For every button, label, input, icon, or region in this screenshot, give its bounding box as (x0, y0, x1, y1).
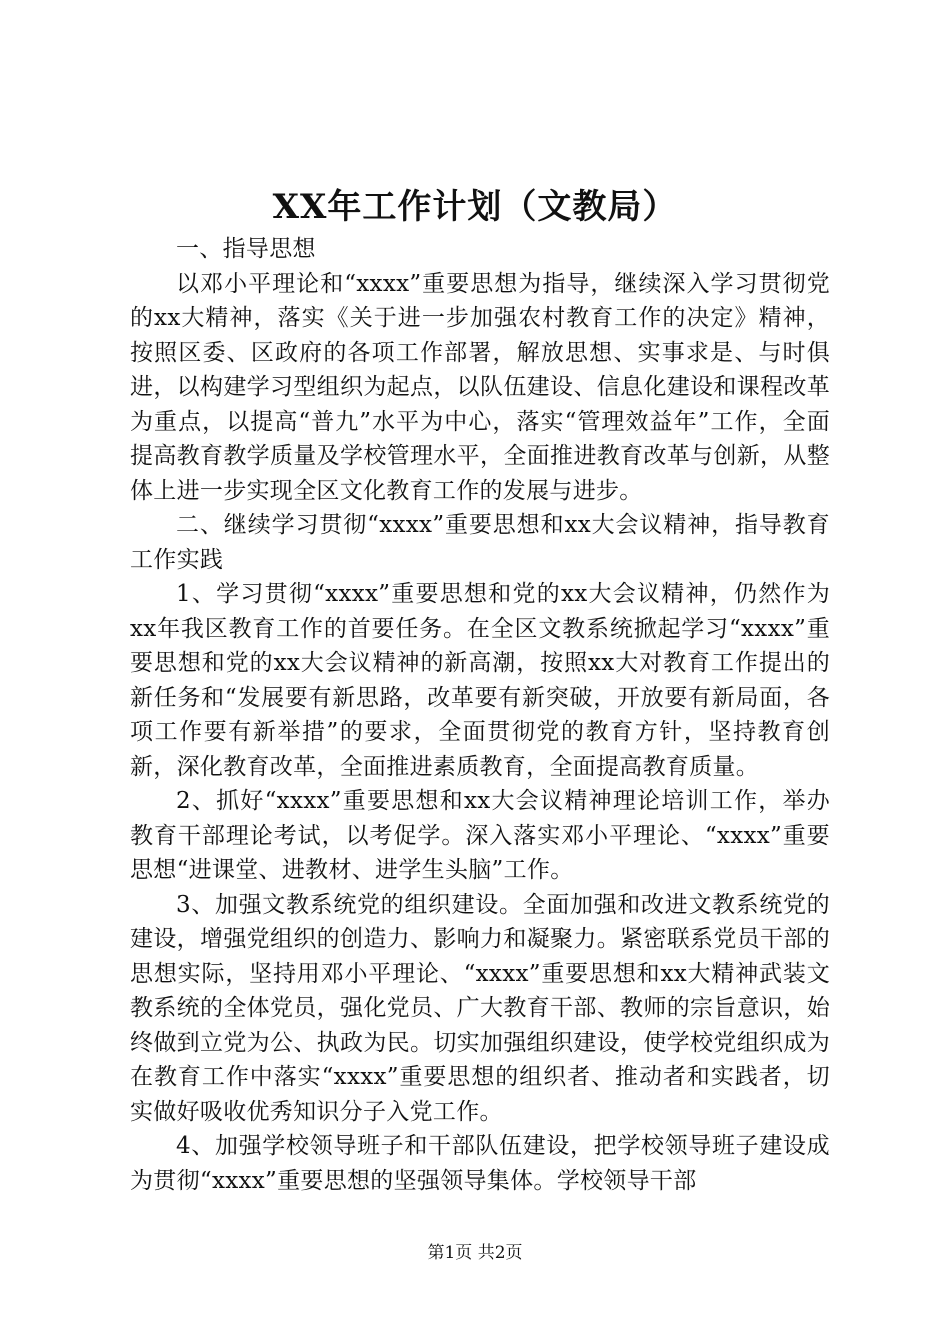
paragraph-item-4: 4、加强学校领导班子和干部队伍建设，把学校领导班子建设成为贯彻“xxxx”重要思想的坚强领导集体。学校领导干部 (130, 1133, 830, 1194)
paragraph-item-3: 3、加强文教系统党的组织建设。全面加强和改进文教系统党的建设，增强党组织的创造力、影响力和凝聚力。紧密联系党员干部的思想实际，坚持用邓小平理论、“xxxx”重要思想和xx大精神武装文教系统的全体党员，强化党员、广大教育干部、教师的宗旨意识，始终做到立党为公、执政为民。切实加强组织建设，使学校党组织成为在教育工作中落实“xxxx”重要思想的组织者、推动者和实践者，切实做好吸收优秀知识分子入党工作。 (130, 891, 830, 1125)
section-heading-study-implementation: 二、继续学习贯彻“xxxx”重要思想和xx大会议精神，指导教育工作实践 (130, 512, 830, 573)
paragraph-guiding-ideology: 以邓小平理论和“xxxx”重要思想为指导，继续深入学习贯彻党的xx大精神，落实《关于进一步加强农村教育工作的决定》精神，按照区委、区政府的各项工作部署，解放思想、实事求是、与时俱进，以构建学习型组织为起点，以队伍建设、信息化建设和课程改革为重点，以提高“普九”水平为中心，落实“管理效益年”工作，全面提高教育教学质量及学校管理水平，全面推进教育改革与创新，从整体上进一步实现全区文化教育工作的发展与进步。 (130, 270, 830, 504)
document-body (130, 232, 830, 1198)
page-number-footer: 第1页 共2页 (427, 1243, 523, 1263)
paragraph-item-1: 1、学习贯彻“xxxx”重要思想和党的xx大会议精神，仍然作为xx年我区教育工作的首要任务。在全区文教系统掀起学习“xxxx”重要思想和党的xx大会议精神的新高潮，按照xx大对教育工作提出的新任务和“发展要有新思路，改革要有新突破，开放要有新局面，各项工作要有新举措”的要求，全面贯彻党的教育方针，坚持教育创新，深化教育改革，全面推进素质教育，全面提高教育质量。 (130, 581, 830, 780)
section-heading-guiding-ideology: 一、指导思想 (176, 236, 316, 262)
paragraph-item-2: 2、抓好“xxxx”重要思想和xx大会议精神理论培训工作，举办教育干部理论考试，以考促学。深入落实邓小平理论、“xxxx”重要思想“进课堂、进教材、进学生头脑”工作。 (130, 788, 830, 883)
document-title: XX年工作计划（文教局） (272, 187, 678, 227)
